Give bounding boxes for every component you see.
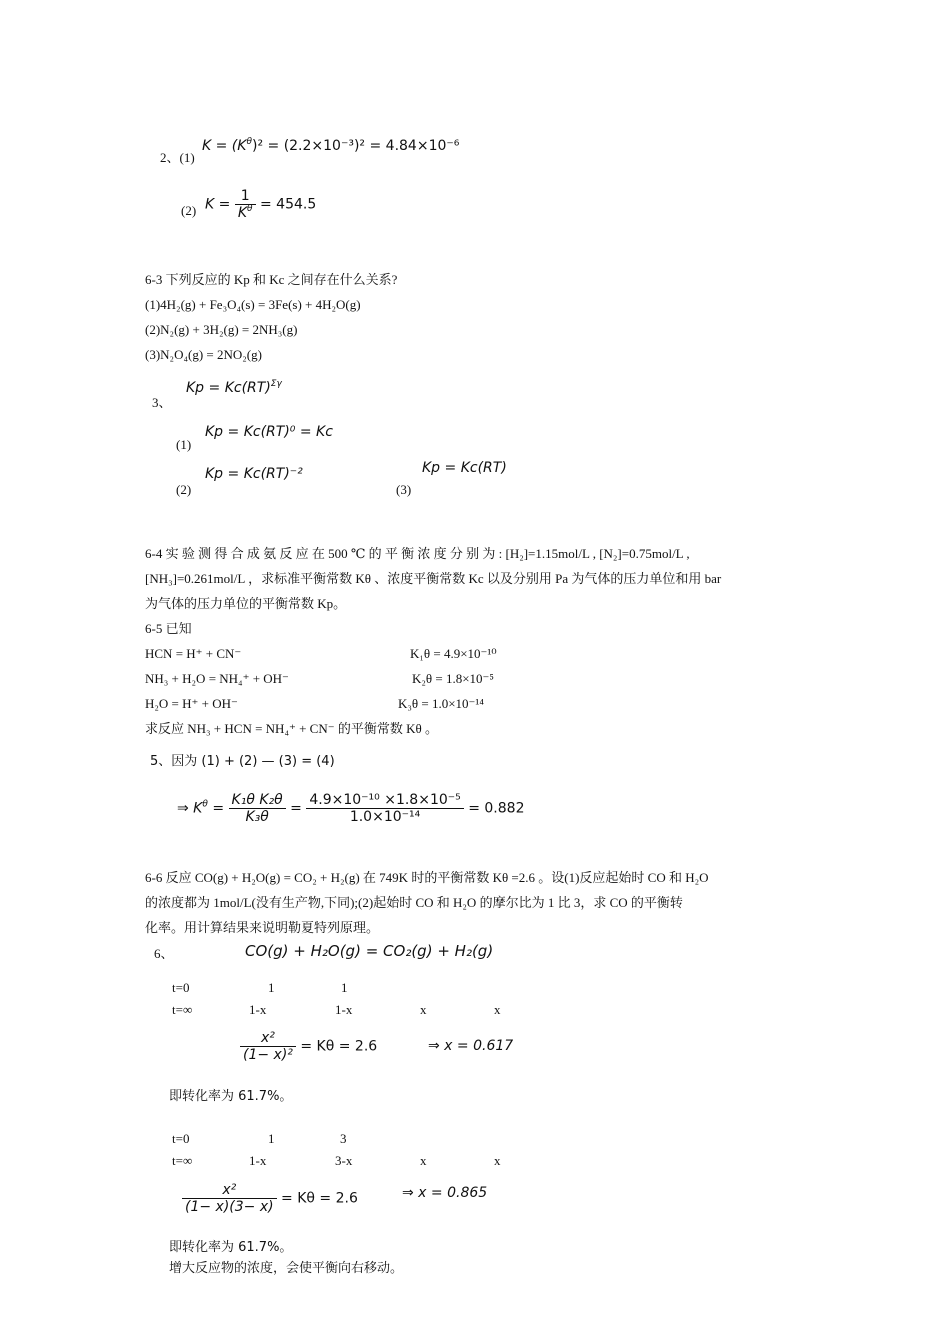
ans5-line: 5、因为 (1) + (2) — (3) = (4): [150, 754, 335, 769]
ans6-c2-solution: ⇒ x = 0.865: [402, 1185, 488, 1201]
ans6-c1-t0: t=0: [172, 980, 190, 995]
q64-line-1: 6-4 实 验 测 得 合 成 氨 反 应 在 500 ℃ 的 平 衡 浓 度 分 别 为 : [H₂]=1.15mol/L , [N₂]=0.75mol/L ,: [145, 546, 690, 561]
ans6-c2-t0-b: 3: [340, 1131, 347, 1146]
ans3-label-2: (2): [176, 482, 192, 497]
q66-line-3: 化率。用计算结果来说明勒夏特列原理。: [145, 920, 380, 935]
ans6-c2-equation: $\frac{\text{x²}}{(1- x)(3- x)}$ = Kθ = 2.6: [182, 1182, 358, 1215]
q65-reaction-1: HCN = H⁺ + CN⁻: [145, 646, 242, 661]
q65-reaction-3: H₂O = H⁺ + OH⁻: [145, 696, 238, 711]
ans6-c1-t0-b: 1: [341, 980, 348, 995]
ans6-c2-inf-c: x: [420, 1153, 427, 1168]
ans3-eq-1: Kp = Kc(RT)⁰ = Kc: [205, 424, 333, 440]
ans3-label-3: (3): [396, 482, 412, 497]
ans6-c1-inf-c: x: [420, 1002, 427, 1017]
q63-reaction-2: (2)N₂(g) + 3H₂(g) = 2NH₃(g): [145, 322, 298, 337]
q63-reaction-1: (1)4H₂(g) + Fe₃O₄(s) = 3Fe(s) + 4H₂O(g): [145, 297, 361, 312]
ans6-c1-inf-d: x: [494, 1002, 501, 1017]
ans6-label: 6、: [154, 946, 174, 961]
q65-k2: K₂θ = 1.8×10⁻⁵: [412, 671, 494, 686]
q65-title: 6-5 已知: [145, 621, 192, 636]
ans3-eq-3: Kp = Kc(RT): [422, 460, 507, 476]
ans6-c2-inf-a: 1-x: [249, 1153, 267, 1168]
ans6-c1-t0-a: 1: [268, 980, 275, 995]
ans6-c2-inf-d: x: [494, 1153, 501, 1168]
q64-line-2: [NH₃]=0.261mol/L ，求标准平衡常数 Kθ 、浓度平衡常数 Kc 以及分别用 Pa 为气体的压力单位和用 bar: [145, 571, 722, 586]
q63-reaction-3: (3)N₂O₄(g) = 2NO₂(g): [145, 347, 262, 362]
ans2-sub2-label: (2): [181, 203, 197, 218]
q65-reaction-2: NH₃ + H₂O = NH₄⁺ + OH⁻: [145, 671, 289, 686]
ans6-c1-inf-b: 1-x: [335, 1002, 353, 1017]
ans6-c2-t0-a: 1: [268, 1131, 275, 1146]
ans5-equation: ⇒ $K^\theta$ = $\frac{\text{K₁θ K₂θ}}{\text{K₃θ}}$ = $\frac{\text{4.9×10⁻¹⁰ ×1.8×10⁻⁵}}{\text{1.0×10⁻¹⁴}}$ = 0.882: [177, 792, 525, 825]
ans3-general: Kp = Kc(RT)$^{\Sigma\gamma}$: [186, 379, 282, 396]
ans6-c2-inf-b: 3-x: [335, 1153, 353, 1168]
ans3-label: 3、: [152, 395, 172, 410]
ans6-c1-solution: ⇒ x = 0.617: [428, 1038, 514, 1054]
ans6-c1-equation: $\frac{\text{x²}}{\text{(1− x)²}}$ = Kθ = 2.6: [240, 1030, 377, 1063]
ans6-reaction: CO(g) + H₂O(g) = CO₂(g) + H₂(g): [245, 942, 494, 960]
ans6-c2-t0: t=0: [172, 1131, 190, 1146]
q65-k3: K₃θ = 1.0×10⁻¹⁴: [398, 696, 484, 711]
ans6-c1-conversion: 即转化率为 61.7%。: [169, 1089, 293, 1104]
q66-line-1: 6-6 反应 CO(g) + H₂O(g) = CO₂ + H₂(g) 在 749K 时的平衡常数 Kθ =2.6 。设(1)反应起始时 CO 和 H₂O: [145, 870, 709, 885]
ans6-c1-inf-a: 1-x: [249, 1002, 267, 1017]
q63-title: 6-3 下列反应的 Kp 和 Kc 之间存在什么关系?: [145, 272, 398, 287]
q66-line-2: 的浓度都为 1mol/L(没有生产物,下同);(2)起始时 CO 和 H₂O 的摩尔比为 1 比 3，求 CO 的平衡转: [145, 895, 683, 910]
q64-line-3: 为气体的压力单位的平衡常数 Kp。: [145, 596, 347, 611]
ans2-label: 2、(1): [160, 150, 195, 165]
ans2-eq2: K = $\frac{1}{K^\theta}$ = 454.5: [205, 188, 317, 221]
ans2-eq1: $K = (K^\theta)^2 = (2.2\times 10^{-3})^2 = 4.84\times 10^{-6}$: [202, 137, 460, 154]
ans6-c2-tinf: t=∞: [172, 1153, 193, 1168]
ans3-eq-2: Kp = Kc(RT)⁻²: [205, 466, 303, 482]
ans6-c1-tinf: t=∞: [172, 1002, 193, 1017]
ans6-c2-conversion: 即转化率为 61.7%。: [169, 1240, 293, 1255]
ans6-conclusion: 增大反应物的浓度，会使平衡向右移动。: [169, 1261, 404, 1276]
ans3-label-1: (1): [176, 437, 192, 452]
q65-k1: K₁θ = 4.9×10⁻¹⁰: [410, 646, 497, 661]
q65-ask: 求反应 NH₃ + HCN = NH₄⁺ + CN⁻ 的平衡常数 Kθ 。: [145, 721, 438, 736]
